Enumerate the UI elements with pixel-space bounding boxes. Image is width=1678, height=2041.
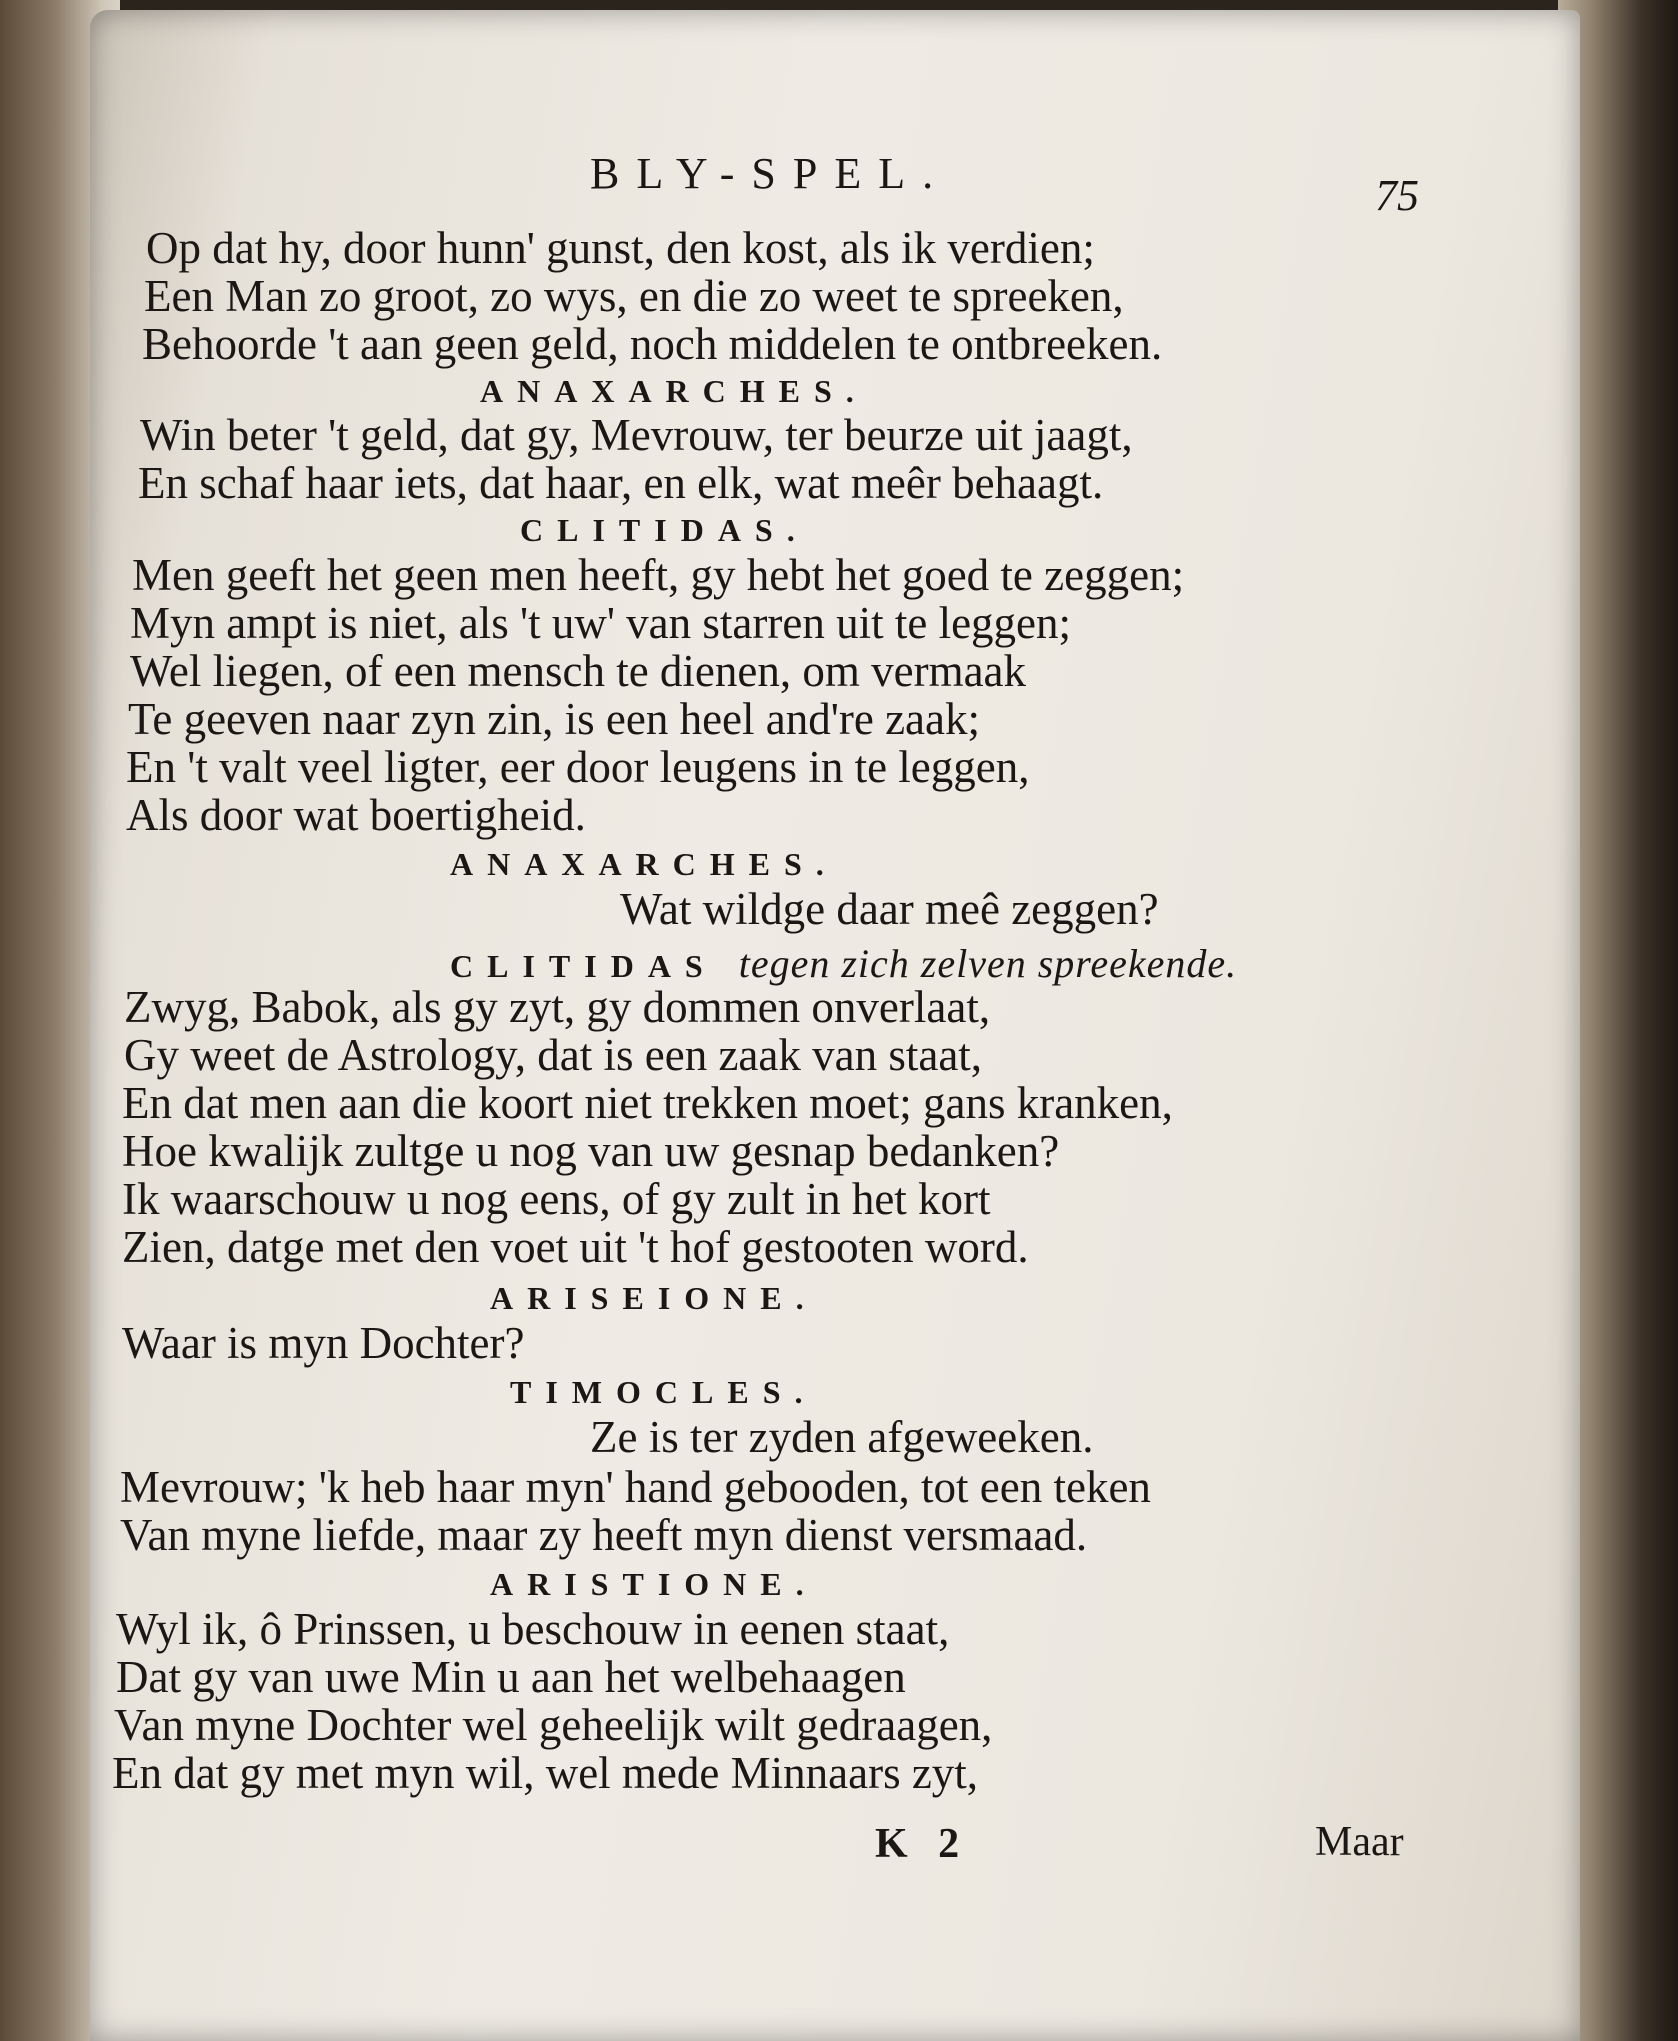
verse-line: Zwyg, Babok, als gy zyt, gy dommen onverlaat, bbox=[124, 982, 991, 1032]
verse-line: Van myne liefde, maar zy heeft myn dienst versmaad. bbox=[120, 1510, 1088, 1560]
verse-line: Ik waarschouw u nog eens, of gy zult in het kort bbox=[122, 1174, 991, 1224]
verse-line: Win beter 't geld, dat gy, Mevrouw, ter beurze uit jaagt, bbox=[140, 410, 1133, 460]
verse-line: En 't valt veel ligter, eer door leugens in te leggen, bbox=[126, 742, 1030, 792]
verse-line: Men geeft het geen men heeft, gy hebt het goed te zeggen; bbox=[132, 550, 1185, 600]
verse-line: Van myne Dochter wel geheelijk wilt gedraagen, bbox=[114, 1700, 993, 1750]
verse-line: Mevrouw; 'k heb haar myn' hand gebooden, tot een teken bbox=[120, 1462, 1151, 1512]
catchword: Maar bbox=[1315, 1819, 1404, 1865]
verse-line: Te geeven naar zyn zin, is een heel and're zaak; bbox=[128, 694, 980, 744]
speaker-name: TIMOCLES. bbox=[510, 1374, 817, 1410]
verse-line: Wel liegen, of een mensch te dienen, om vermaak bbox=[130, 646, 1027, 696]
signature-mark: K 2 bbox=[875, 1821, 970, 1867]
verse-line: En schaf haar iets, dat haar, en elk, wat meêr behaagt. bbox=[138, 458, 1104, 508]
verse-line: Waar is myn Dochter? bbox=[122, 1318, 525, 1368]
verse-line: Ze is ter zyden afgeweeken. bbox=[590, 1412, 1094, 1462]
speaker-name: ARISEIONE. bbox=[490, 1280, 818, 1316]
verse-line: Dat gy van uwe Min u aan het welbehaagen bbox=[116, 1652, 906, 1702]
verse-line: Zien, datge met den voet uit 't hof gestooten word. bbox=[122, 1222, 1029, 1272]
verse-line: Een Man zo groot, zo wys, en die zo weet te spreeken, bbox=[144, 271, 1124, 321]
verse-line: Als door wat boertigheid. bbox=[126, 790, 586, 840]
page-number: 75 bbox=[1375, 171, 1419, 220]
speaker-name: ANAXARCHES. bbox=[480, 373, 868, 409]
verse-line: En dat men aan die koort niet trekken moet; gans kranken, bbox=[122, 1078, 1173, 1128]
speaker-name: ARISTIONE. bbox=[490, 1566, 818, 1602]
speaker-name-label: CLITIDAS bbox=[450, 948, 717, 984]
speaker-name: ANAXARCHES. bbox=[450, 846, 838, 882]
verse-line: Wat wildge daar meê zeggen? bbox=[620, 884, 1159, 934]
verse-line: Behoorde 't aan geen geld, noch middelen te ontbreeken. bbox=[142, 319, 1163, 369]
verse-line: En dat gy met myn wil, wel mede Minnaars zyt, bbox=[112, 1748, 979, 1798]
book-page bbox=[90, 10, 1580, 2041]
verse-line: Op dat hy, door hunn' gunst, den kost, als ik verdien; bbox=[146, 223, 1095, 273]
stage-direction: tegen zich zelven spreekende. bbox=[738, 941, 1238, 986]
speaker-name: CLITIDAS. bbox=[520, 512, 809, 548]
verse-line: Hoe kwalijk zultge u nog van uw gesnap bedanken? bbox=[122, 1126, 1060, 1176]
verse-line: Gy weet de Astrology, dat is een zaak van staat, bbox=[124, 1030, 983, 1080]
speaker-name bbox=[450, 940, 1237, 987]
verse-line: Myn ampt is niet, als 't uw' van starren uit te leggen; bbox=[130, 598, 1072, 648]
running-title: BLY-SPEL. bbox=[590, 149, 951, 198]
verse-line: Wyl ik, ô Prinssen, u beschouw in eenen staat, bbox=[116, 1604, 950, 1654]
